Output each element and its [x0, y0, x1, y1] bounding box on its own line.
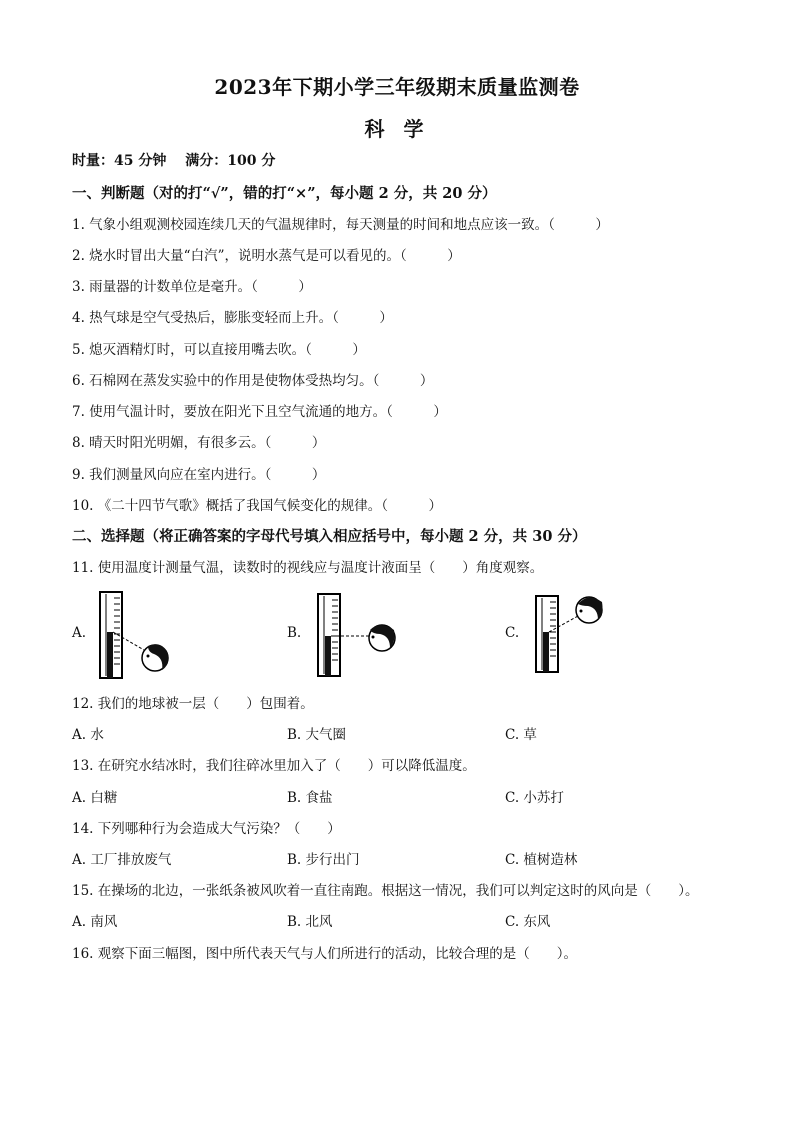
q11-option-a-figure [92, 588, 182, 683]
q15-option-a: A. 南风 [72, 914, 118, 930]
question-2: 2. 烧水时冒出大量“白汽”，说明水蒸气是可以看见的。（ ） [72, 248, 461, 264]
q13-option-b: B. 食盐 [287, 790, 333, 806]
q11-option-c-figure [528, 592, 618, 677]
q12-option-c: C. 草 [505, 727, 537, 743]
question-10: 10. 《二十四节气歌》概括了我国气候变化的规律。（ ） [72, 498, 443, 514]
q14-option-a: A. 工厂排放废气 [72, 852, 172, 868]
q11-option-b-label: B. [287, 625, 302, 641]
question-1: 1. 气象小组观测校园连续几天的气温规律时，每天测量的时间和地点应该一致。（ ） [72, 217, 609, 233]
question-13: 13. 在研究水结冰时，我们往碎冰里加入了（ ）可以降低温度。 [72, 758, 476, 774]
question-3: 3. 雨量器的计数单位是毫升。（ ） [72, 279, 312, 295]
question-5: 5. 熄灭酒精灯时，可以直接用嘴去吹。（ ） [72, 342, 366, 358]
q13-option-a: A. 白糖 [72, 790, 118, 806]
question-7: 7. 使用气温计时，要放在阳光下且空气流通的地方。（ ） [72, 404, 447, 420]
section-2-heading: 二、选择题（将正确答案的字母代号填入相应括号中，每小题 2 分，共 30 分） [72, 528, 587, 545]
exam-meta: 时量：45 分钟 满分：100 分 [72, 153, 276, 169]
q12-option-a: A. 水 [72, 727, 104, 743]
section-1-heading: 一、判断题（对的打“√”，错的打“×”，每小题 2 分，共 20 分） [72, 185, 497, 202]
q14-option-c: C. 植树造林 [505, 852, 578, 868]
question-11: 11. 使用温度计测量气温，读数时的视线应与温度计液面呈（ ）角度观察。 [72, 560, 544, 576]
question-14: 14. 下列哪种行为会造成大气污染？（ ） [72, 821, 341, 837]
question-6: 6. 石棉网在蒸发实验中的作用是使物体受热均匀。（ ） [72, 373, 434, 389]
q14-option-b: B. 步行出门 [287, 852, 360, 868]
q11-option-b-figure [310, 590, 405, 680]
q12-option-b: B. 大气圈 [287, 727, 347, 743]
subject-title: 科 学 [364, 117, 430, 141]
q15-option-c: C. 东风 [505, 914, 551, 930]
exam-title: 2023年下期小学三年级期末质量监测卷 [214, 75, 580, 99]
question-12: 12. 我们的地球被一层（ ）包围着。 [72, 696, 314, 712]
q13-option-c: C. 小苏打 [505, 790, 564, 806]
question-4: 4. 热气球是空气受热后，膨胀变轻而上升。（ ） [72, 310, 393, 326]
question-8: 8. 晴天时阳光明媚，有很多云。（ ） [72, 435, 326, 451]
q15-option-b: B. 北风 [287, 914, 333, 930]
question-16: 16. 观察下面三幅图，图中所代表天气与人们所进行的活动，比较合理的是（ ）。 [72, 946, 578, 962]
question-15: 15. 在操场的北边，一张纸条被风吹着一直往南跑。根据这一情况，我们可以判定这时的风向是（ ）。 [72, 883, 699, 899]
question-9: 9. 我们测量风向应在室内进行。（ ） [72, 467, 326, 483]
q11-option-c-label: C. [505, 625, 520, 641]
q11-option-a-label: A. [72, 625, 87, 641]
